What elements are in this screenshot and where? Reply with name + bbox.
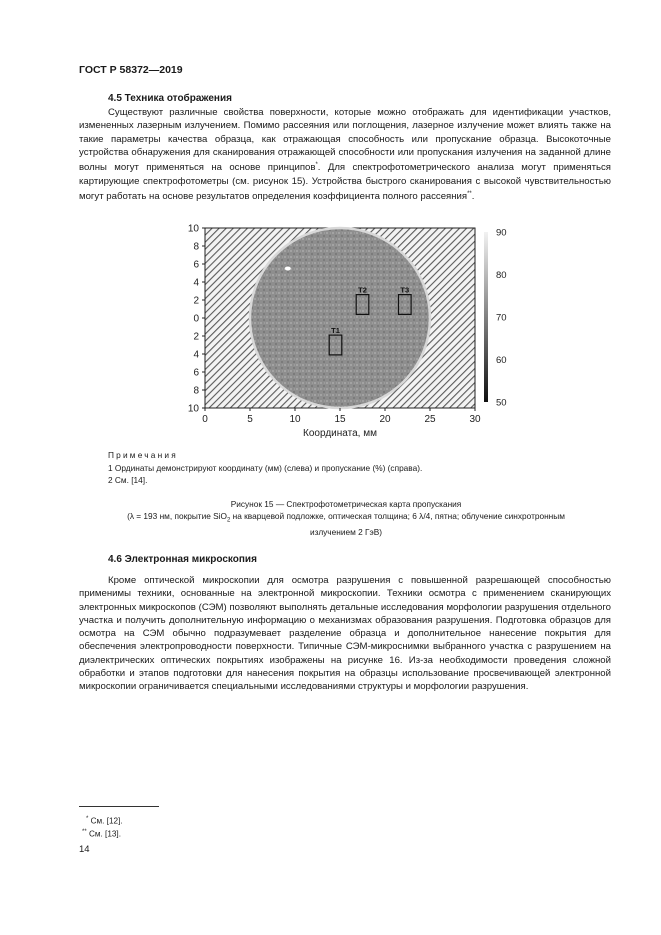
paragraph-text-mid: . Для спектрофотометрического анализа могут применяться картирующие спектрофотометры (см. рисунок 15). Устройства быстрого сканирования с высокой чувствительностью могут работать на основе результатов определения коэффициента полного рассеяния bbox=[79, 162, 611, 203]
colorbar-gradient bbox=[484, 232, 488, 402]
caption-line-3: излучением 2 ГэВ) bbox=[309, 526, 383, 537]
marker-label-t3: T3 bbox=[400, 285, 410, 295]
y-axis bbox=[188, 224, 205, 415]
figure-notes bbox=[108, 449, 422, 487]
y-tick-label: 0 bbox=[193, 313, 199, 325]
page-number: 14 bbox=[79, 844, 90, 855]
plot-area bbox=[205, 228, 475, 408]
note-1: 1 Ординаты демонстрируют координату (мм) (слева) и пропускание (%) (справа). bbox=[108, 462, 423, 473]
y-tick-label: 2 bbox=[193, 331, 199, 343]
x-tick-label: 30 bbox=[469, 414, 481, 425]
section-4-6-paragraph: Кроме оптической микроскопии для осмотра разрушения с повышенной разрешающей способностью применимы техники, основанные на электронной микроскопии. Техники осмотра с применением сканирующих электронных микроскопов (СЭМ) позволяют выполнять детальные исследования морфологии разрушения отдельного участка и получить дополнительную информацию о механизмах образования разрушения. Подготовка образцов для осмотра на СЭМ обычно подразумевает разделение образца и дополнительное нанесение покрытия для обеспечения электропроводности поверхности. Типичные СЭМ-микроснимки выбранного участка с разрушением на диэлектрических оптических покрытиях изображены на рисунке 16. Из-за необходимости проведения сложной обработки и этапов подготовки для нанесения покрытия на образцы использование просвечивающей электронной микроскопии ограничивается специальными исследованиями структуры и морфологии разрушения. bbox=[79, 575, 611, 693]
y-tick-label: 10 bbox=[187, 223, 199, 235]
y-tick-label: 10 bbox=[187, 403, 199, 415]
footnote-ref-2[interactable]: ** bbox=[467, 190, 472, 197]
footnote-ref-1[interactable]: * bbox=[315, 162, 318, 169]
y-tick-label: 4 bbox=[193, 349, 199, 361]
y-tick-label: 8 bbox=[193, 385, 199, 397]
colorbar-tick-label: 90 bbox=[496, 227, 507, 239]
note-2: 2 См. [14]. bbox=[108, 475, 148, 485]
bright-spot-1 bbox=[285, 267, 291, 271]
y-tick-label: 4 bbox=[193, 277, 199, 289]
marker-label-t2: T2 bbox=[358, 285, 367, 295]
footnote-separator bbox=[79, 806, 159, 807]
colorbar bbox=[484, 228, 507, 409]
x-axis bbox=[202, 408, 481, 425]
x-tick-label: 10 bbox=[289, 414, 301, 425]
colorbar-tick-label: 50 bbox=[496, 397, 507, 409]
caption-line-1: Рисунок 15 — Спектрофотометрическая карта пропускания bbox=[230, 499, 462, 509]
figure-caption bbox=[60, 499, 632, 538]
footnote-2: ** См. [13]. bbox=[82, 829, 121, 839]
section-4-5-title: 4.5 Техника отображения bbox=[108, 93, 232, 104]
footnote-1: * См. [12]. bbox=[86, 816, 123, 826]
transmission-map-chart bbox=[170, 220, 520, 445]
marker-label-t1: T1 bbox=[331, 326, 340, 336]
x-tick-label: 15 bbox=[334, 414, 346, 425]
colorbar-tick-label: 80 bbox=[496, 270, 507, 281]
document-header: ГОСТ Р 58372—2019 bbox=[79, 64, 183, 76]
x-tick-label: 25 bbox=[424, 414, 436, 425]
x-tick-label: 5 bbox=[247, 414, 253, 425]
caption-line-2: (λ = 193 нм, покрытие SiO$_2$ на кварцевой подложке, оптическая толщина; 6 λ/4, пятна; облучение синхротронным bbox=[127, 510, 565, 524]
colorbar-tick-label: 70 bbox=[496, 312, 507, 324]
x-tick-label: 20 bbox=[379, 414, 391, 425]
paragraph-text-pre: Существуют различные свойства поверхности, которые можно отображать для идентификации участков, измененных лазерным излучением. Помимо рассеяния или поглощения, лазерное излучение может влиять также на такие параметры качества образца, как отражающая способность или пропускание образца. Высокоточные устройства обнаружения для сканирования отражающей способности или пропускания излучения на заданной длине волны могут применяться на основе принципов bbox=[79, 107, 611, 174]
section-4-6-title: 4.6 Электронная микроскопия bbox=[108, 554, 257, 565]
y-tick-label: 6 bbox=[193, 259, 199, 271]
section-4-5-paragraph bbox=[79, 106, 611, 203]
sample-disk bbox=[250, 228, 430, 408]
notes-title: Примечания bbox=[108, 450, 178, 460]
y-tick-label: 2 bbox=[193, 295, 199, 307]
colorbar-tick-label: 60 bbox=[496, 355, 507, 366]
x-axis-label: Координата, мм bbox=[303, 428, 377, 439]
paragraph-text-end: . bbox=[471, 191, 475, 203]
y-tick-label: 8 bbox=[193, 241, 199, 253]
y-tick-label: 6 bbox=[193, 367, 199, 379]
x-tick-label: 0 bbox=[202, 414, 208, 425]
